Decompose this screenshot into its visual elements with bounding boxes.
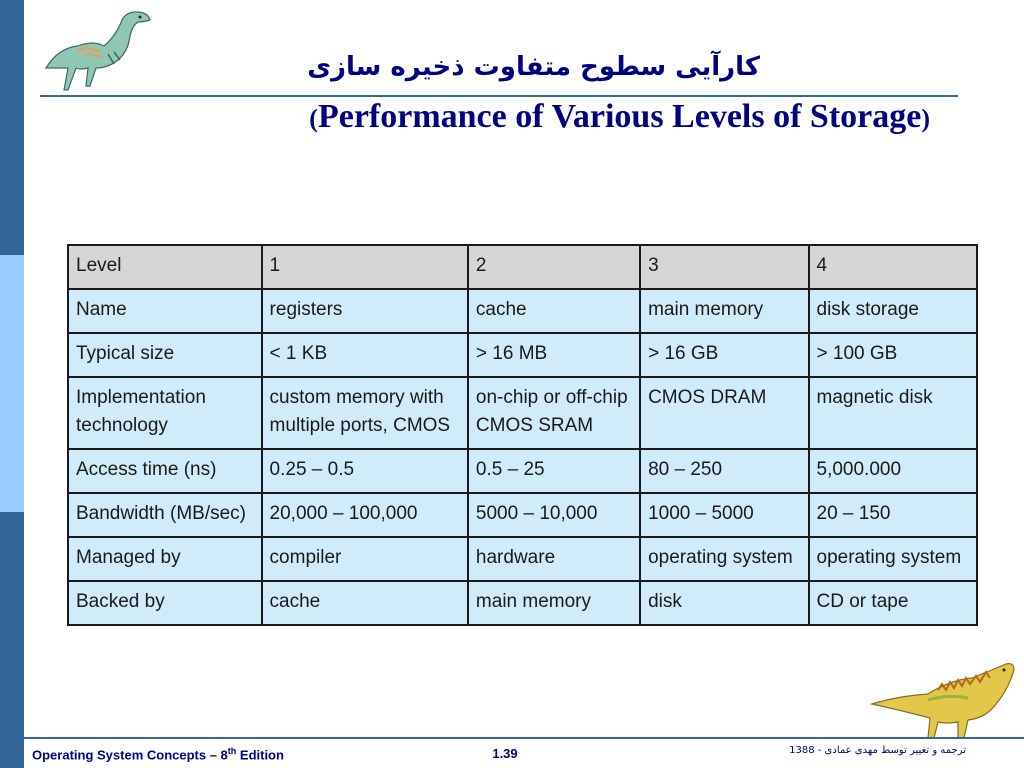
table-cell: 0.5 – 25 xyxy=(468,449,640,493)
table-row xyxy=(68,333,977,377)
cell-line: on-chip or off-chip xyxy=(475,387,628,408)
table-cell xyxy=(640,377,808,449)
row-label: Name xyxy=(68,289,262,333)
dinosaur-icon xyxy=(868,660,1018,740)
table-cell: main memory xyxy=(640,289,808,333)
footer-book-sup: th xyxy=(227,746,237,756)
table-cell: main memory xyxy=(468,581,640,625)
storage-levels-table xyxy=(67,244,978,626)
table-cell: > 100 GB xyxy=(809,333,977,377)
table-header-cell: Level xyxy=(68,245,262,289)
cell-line: CMOS SRAM xyxy=(475,415,594,436)
footer-book-title xyxy=(32,746,284,762)
cell-line: multiple ports, CMOS xyxy=(269,415,451,436)
footer-rule xyxy=(24,737,1024,739)
table-cell: > 16 MB xyxy=(468,333,640,377)
side-bar-top xyxy=(0,0,24,255)
side-bar-bottom xyxy=(0,512,24,768)
table-cell: disk storage xyxy=(809,289,977,333)
row-label-line: technology xyxy=(76,415,168,436)
slide-title-persian: کارآیی سطوح متفاوت ذخیره سازی xyxy=(307,52,760,82)
cell-line: custom memory with xyxy=(269,387,444,408)
table-cell: compiler xyxy=(262,537,468,581)
header-rule xyxy=(40,95,958,97)
table-cell xyxy=(262,377,468,449)
table-cell: < 1 KB xyxy=(262,333,468,377)
table-header-cell: 2 xyxy=(468,245,640,289)
title-close-paren: ) xyxy=(921,104,930,133)
footer-book-suffix: Edition xyxy=(236,747,284,763)
dinosaur-icon xyxy=(38,6,158,96)
table-row xyxy=(68,537,977,581)
table-cell: 20,000 – 100,000 xyxy=(262,493,468,537)
row-label: Typical size xyxy=(68,333,262,377)
table-header-cell: 3 xyxy=(640,245,808,289)
cell-line: CMOS DRAM xyxy=(648,387,767,408)
row-label: Bandwidth (MB/sec) xyxy=(68,493,262,537)
table-row xyxy=(68,581,977,625)
table-header-cell: 4 xyxy=(809,245,977,289)
footer-page-number: 1.39 xyxy=(492,746,518,761)
table-row xyxy=(68,493,977,537)
title-text: Performance of Various Levels of Storage xyxy=(317,98,922,135)
row-label-line: Implementation xyxy=(76,387,206,408)
table-cell: 5,000.000 xyxy=(809,449,977,493)
row-label: Backed by xyxy=(68,581,262,625)
table-cell: CD or tape xyxy=(809,581,977,625)
table-cell: cache xyxy=(468,289,640,333)
table-row xyxy=(68,289,977,333)
table-cell: hardware xyxy=(468,537,640,581)
footer-translator: ترجمه و تغییر توسط مهدی عمادی - 1388 xyxy=(789,745,966,756)
table-cell: 1000 – 5000 xyxy=(640,493,808,537)
table-row xyxy=(68,449,977,493)
table-header-row xyxy=(68,245,977,289)
title-open-paren: ( xyxy=(309,104,318,133)
table-cell: 20 – 150 xyxy=(809,493,977,537)
table-row xyxy=(68,377,977,449)
footer-book-prefix: Operating System Concepts – 8 xyxy=(32,747,228,763)
table-cell xyxy=(468,377,640,449)
table-cell: 80 – 250 xyxy=(640,449,808,493)
row-label: Managed by xyxy=(68,537,262,581)
row-label xyxy=(68,377,262,449)
cell-line: magnetic disk xyxy=(816,387,933,408)
table-header-cell: 1 xyxy=(262,245,468,289)
slide-title-english xyxy=(150,98,930,136)
table-cell: disk xyxy=(640,581,808,625)
side-bar-middle xyxy=(0,255,24,512)
table-cell: operating system xyxy=(809,537,977,581)
table-cell xyxy=(809,377,977,449)
row-label: Access time (ns) xyxy=(68,449,262,493)
table-cell: registers xyxy=(262,289,468,333)
table-cell: 5000 – 10,000 xyxy=(468,493,640,537)
table-cell: cache xyxy=(262,581,468,625)
table-cell: > 16 GB xyxy=(640,333,808,377)
table-cell: operating system xyxy=(640,537,808,581)
table-cell: 0.25 – 0.5 xyxy=(262,449,468,493)
